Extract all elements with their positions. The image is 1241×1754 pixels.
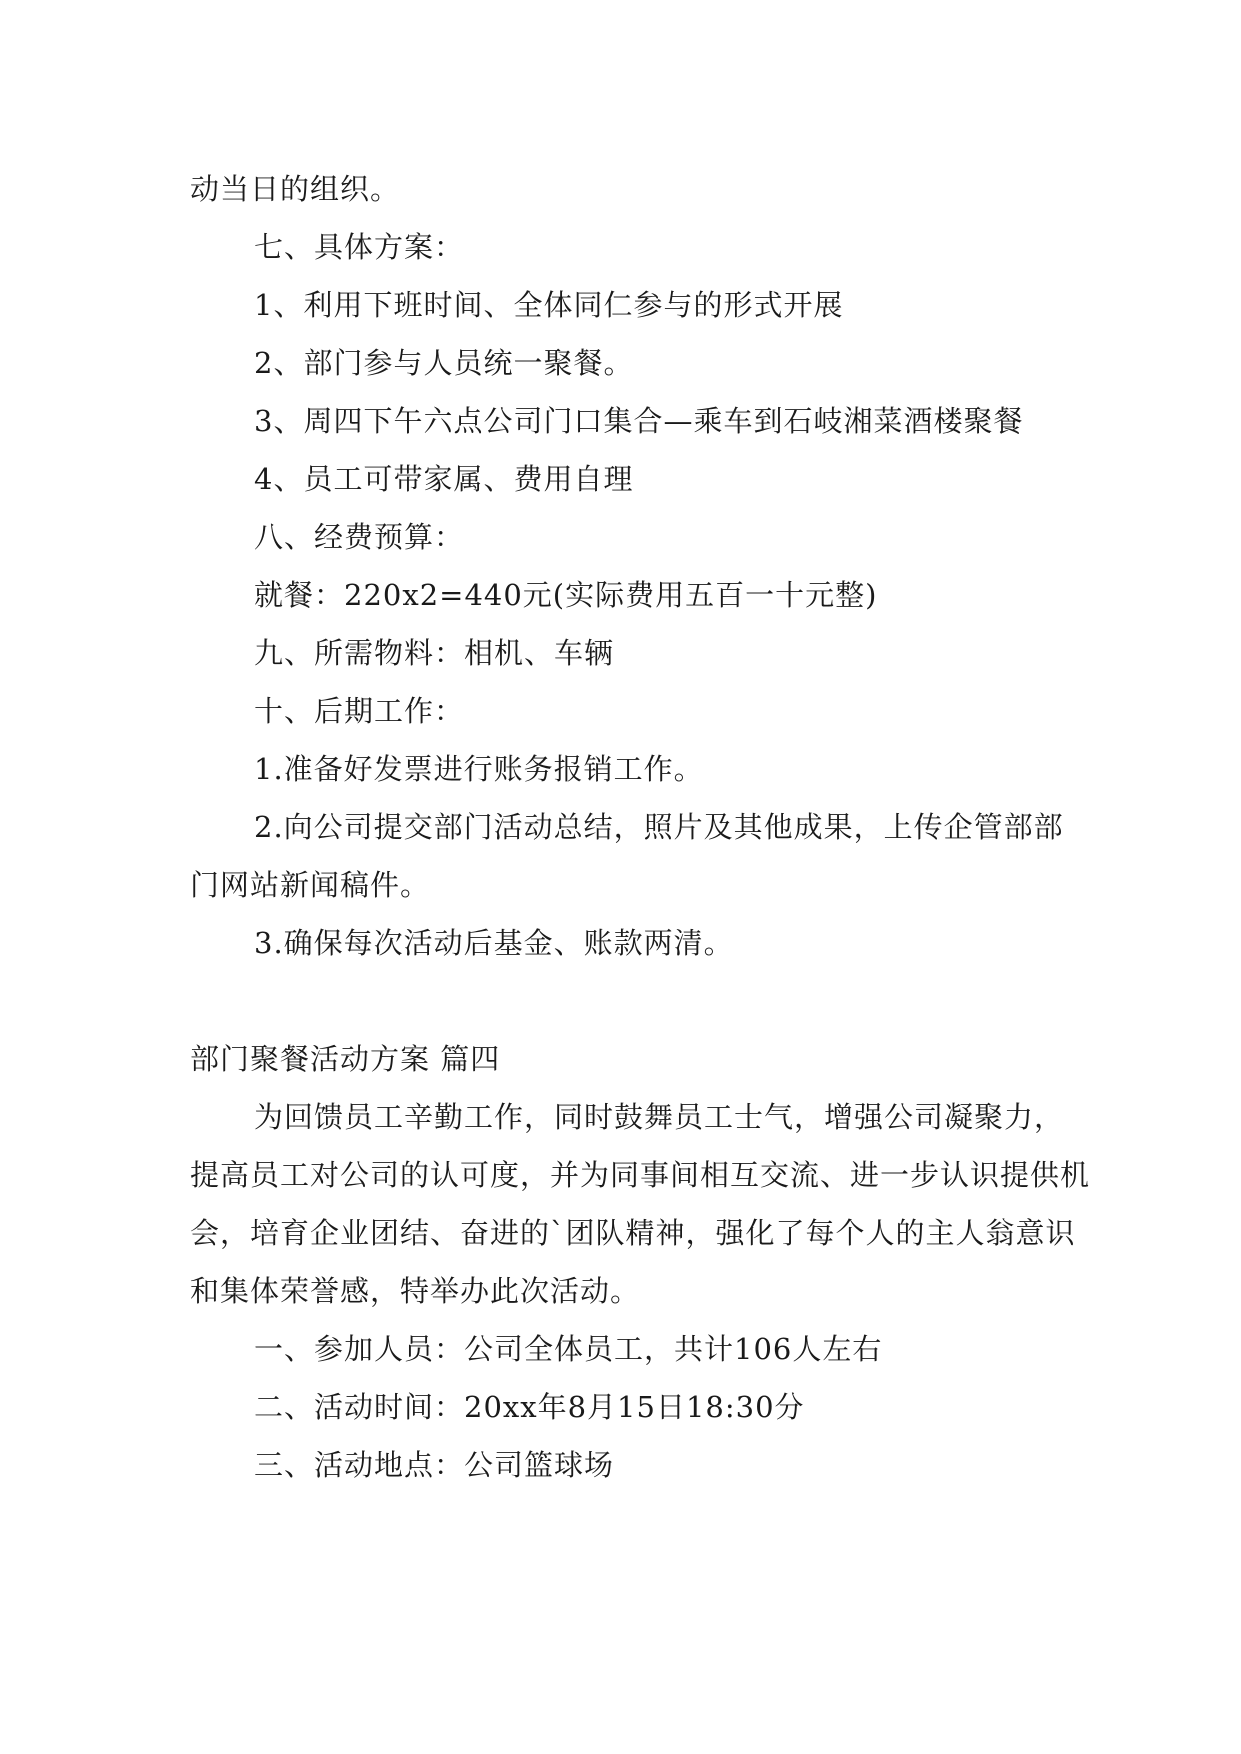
section-9-materials: 九、所需物料：相机、车辆 <box>254 636 615 670</box>
section-8-title: 八、经费预算： <box>254 520 465 554</box>
plan-item-1: 1、利用下班时间、全体同仁参与的形式开展 <box>254 288 844 322</box>
document-body <box>190 160 1090 1494</box>
part-4-item-location: 三、活动地点：公司篮球场 <box>254 1448 615 1482</box>
part-4-intro: 为回馈员工辛勤工作，同时鼓舞员工士气，增强公司凝聚力，提高员工对公司的认可度，并为同事间相互交流、进一步认识提供机会，培育企业团结、奋进的`团队精神，强化了每个人的主人翁意识和集体荣誉感，特举办此次活动。 <box>190 1100 1091 1308</box>
plan-item-2: 2、部门参与人员统一聚餐。 <box>254 346 634 380</box>
section-7-title: 七、具体方案： <box>254 230 465 264</box>
continuation-text: 动当日的组织。 <box>190 172 401 206</box>
part-4-title: 部门聚餐活动方案 篇四 <box>190 1042 501 1076</box>
followup-item-3: 3.确保每次活动后基金、账款两清。 <box>254 926 734 960</box>
part-4-item-time: 二、活动时间：20xx年8月15日18:30分 <box>254 1390 805 1424</box>
followup-item-1: 1.准备好发票进行账务报销工作。 <box>254 752 704 786</box>
part-4-item-participants: 一、参加人员：公司全体员工，共计106人左右 <box>254 1332 883 1366</box>
section-10-title: 十、后期工作： <box>254 694 465 728</box>
budget-line: 就餐：220x2=440元(实际费用五百一十元整) <box>254 578 878 612</box>
plan-item-4: 4、员工可带家属、费用自理 <box>254 462 634 496</box>
followup-item-2: 2.向公司提交部门活动总结，照片及其他成果，上传企管部部门网站新闻稿件。 <box>190 810 1064 902</box>
plan-item-3: 3、周四下午六点公司门口集合—乘车到石岐湘菜酒楼聚餐 <box>254 404 1024 438</box>
